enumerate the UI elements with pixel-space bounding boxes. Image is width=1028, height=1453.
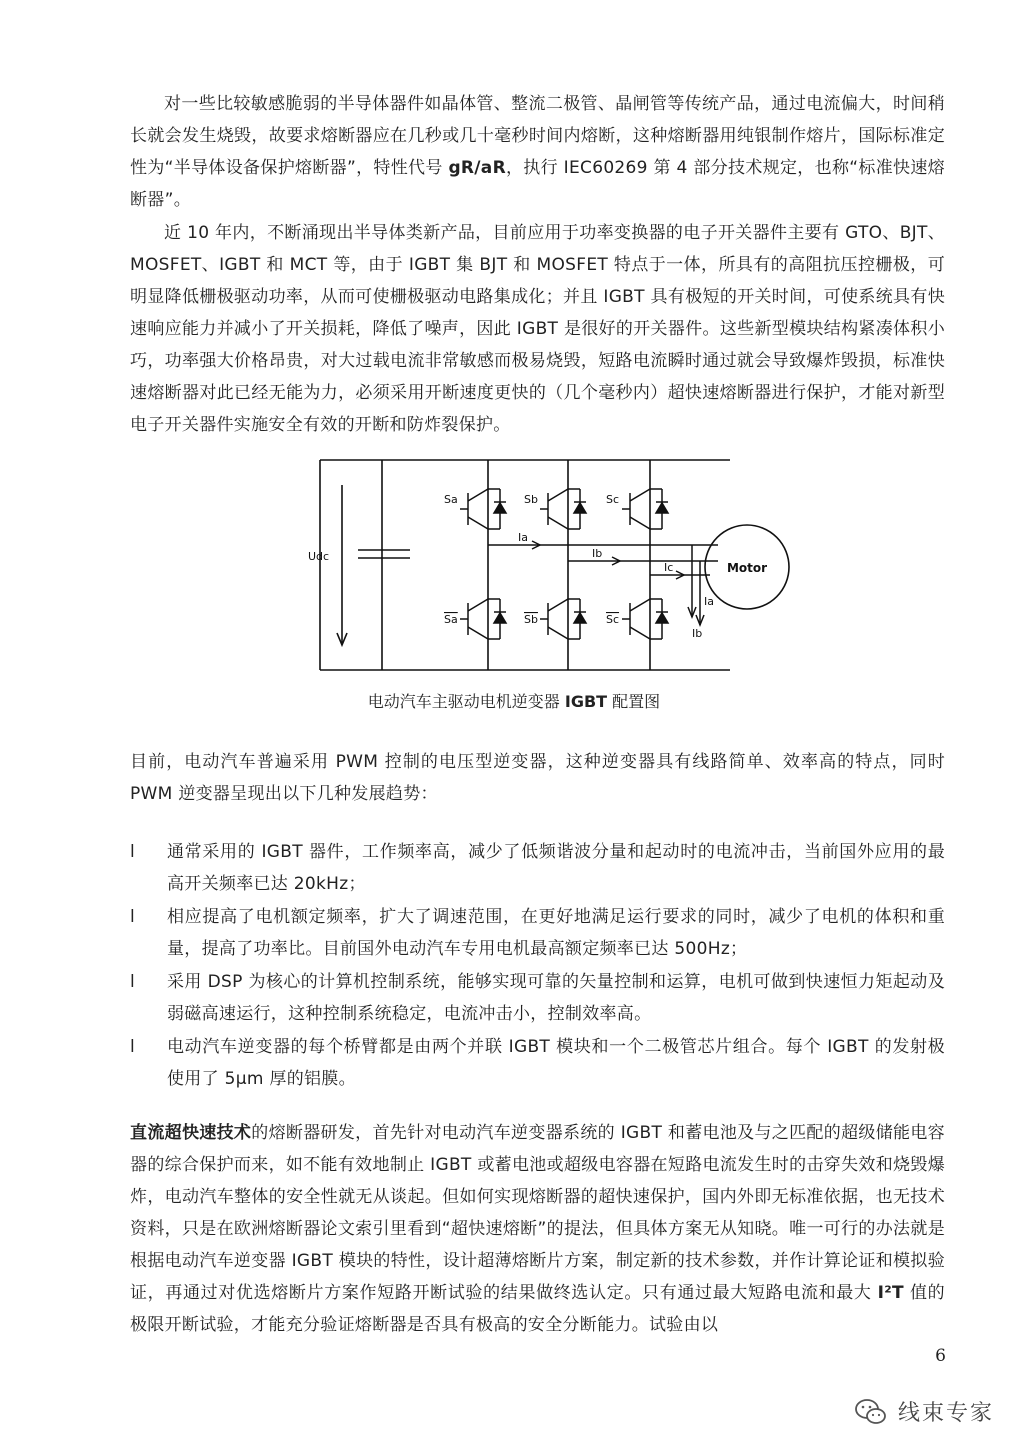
label-ia-return: Ia [704,595,714,608]
bullet-mark: l [130,842,136,862]
list-item-text: 采用 DSP 为核心的计算机控制系统，能够实现可靠的矢量控制和运算，电机可做到快速恒力矩起动及弱磁高速运行，这种控制系统稳定，电流冲击小，控制效率高。 [167,972,945,1024]
paragraph-dc-ultrafast [130,1117,945,1341]
paragraph-igbt: 近 10 年内，不断涌现出半导体类新产品，目前应用于功率变换器的电子开关器件主要有 GTO、BJT、MOSFET、IGBT 和 MCT 等，由于 IGBT 集 BJT 和 MOSFET 特点于一体，所具有的高阻抗压控栅极，可明显降低栅极驱动功率，从而可使栅极驱动电路集成化；并且 IGBT 具有极短的开关时间，可使系统具有快速响应能力并减小了开关损耗，降低了噪声，因此 IGBT 是很好的开关器件。这些新型模块结构紧凑体积小巧，功率强大价格昂贵，对大过载电流非常敏感而极易烧毁，短路电流瞬时通过就会导致爆炸毁损，标准快速熔断器对此已经无能为力，必须采用开断速度更快的（几个毫秒内）超快速熔断器进行保护，才能对新型电子开关器件实施安全有效的开断和防炸裂保护。 [130,223,945,435]
label-sa: Sa [444,493,458,506]
label-sa-bar: Sa [444,613,458,626]
caption-prefix: 电动汽车主驱动电机逆变器 [367,692,565,711]
label-ic: Ic [664,561,674,574]
highlight-term: 直流超快速技术 [130,1123,252,1143]
list-item [130,901,945,965]
motor-label: Motor [726,561,768,575]
inverter-circuit-diagram [300,445,730,680]
list-item-text: 相应提高了电机额定频率，扩大了调速范围，在更好地满足运行要求的同时，减少了电机的体积和重量，提高了功率比。目前国外电动汽车专用电机最高额定频率已达 500Hz； [167,907,945,959]
i2t-term: I²T [877,1283,904,1303]
trend-list [130,836,945,1096]
label-sb-bar: Sb [524,613,538,626]
paragraph-text-tail: 值的极限开断试验，才能充分验证熔断器是否具有极高的安全分断能力。试验由以 [130,1283,945,1335]
paragraph-pwm: 目前，电动汽车普遍采用 PWM 控制的电压型逆变器，这种逆变器具有线路简单、效率高的特点，同时 PWM 逆变器呈现出以下几种发展趋势： [130,752,945,804]
list-item [130,966,945,1030]
paragraph-semiconductor-fuse [130,88,945,216]
watermark-text: 线束专家 [897,1401,994,1426]
bullet-mark: l [130,907,136,927]
page-number: 6 [935,1346,946,1366]
label-sc: Sc [606,493,620,506]
label-sb: Sb [524,493,538,506]
bullet-mark: l [130,1037,136,1057]
caption-bold: IGBT [564,692,608,711]
characteristic-code: gR/aR [448,158,506,178]
list-item-text: 通常采用的 IGBT 器件，工作频率高，减少了低频谐波分量和起动时的电流冲击，当前国外应用的最高开关频率已达 20kHz； [167,842,945,894]
label-ib-return: Ib [692,627,703,640]
label-ia: Ia [518,531,528,544]
paragraph-text-tail: ，执行 IEC60269 第 4 部分技术规定，也称“标准快速熔断器”。 [130,158,945,210]
paragraph-text: 的熔断器研发，首先针对电动汽车逆变器系统的 IGBT 和蓄电池及与之匹配的超级储能电容器的综合保护而来，如不能有效地制止 IGBT 或蓄电池或超级电容器在短路电流发生时的击穿失效和烧毁爆炸，电动汽车整体的安全性就无从谈起。但如何实现熔断器的超快速保护，国内外即无标准依据，也无技术资料，只是在欧洲熔断器论文索引里看到“超快速熔断”的提法，但具体方案无从知晓。唯一可行的办法就是根据电动汽车逆变器 IGBT 模块的特性，设计超薄熔断片方案，制定新的技术参数，并作计算论证和模拟验证，再通过对优选熔断片方案作短路开断试验的结果做终选认定。只有通过最大短路电流和最大 [130,1123,945,1303]
wechat-icon [854,1397,888,1427]
label-udc: Udc [308,550,330,563]
list-item [130,836,945,900]
watermark [854,1396,994,1427]
caption-suffix: 配置图 [607,692,661,711]
label-sc-bar: Sc [606,613,620,626]
figure-caption [0,688,1028,716]
paragraph-text: 对一些比较敏感脆弱的半导体器件如晶体管、整流二极管、晶闸管等传统产品，通过电流偏大，时间稍长就会发生烧毁，故要求熔断器应在几秒或几十毫秒时间内熔断，这种熔断器用纯银制作熔片，国际标准定性为“半导体设备保护熔断器”，特性代号 [130,94,945,178]
list-item-text: 电动汽车逆变器的每个桥臂都是由两个并联 IGBT 模块和一个二极管芯片组合。每个 IGBT 的发射极使用了 5μm 厚的铝膜。 [167,1037,945,1089]
motor-symbol [700,520,795,615]
bullet-mark: l [130,972,136,992]
label-ib: Ib [592,547,603,560]
list-item [130,1031,945,1095]
